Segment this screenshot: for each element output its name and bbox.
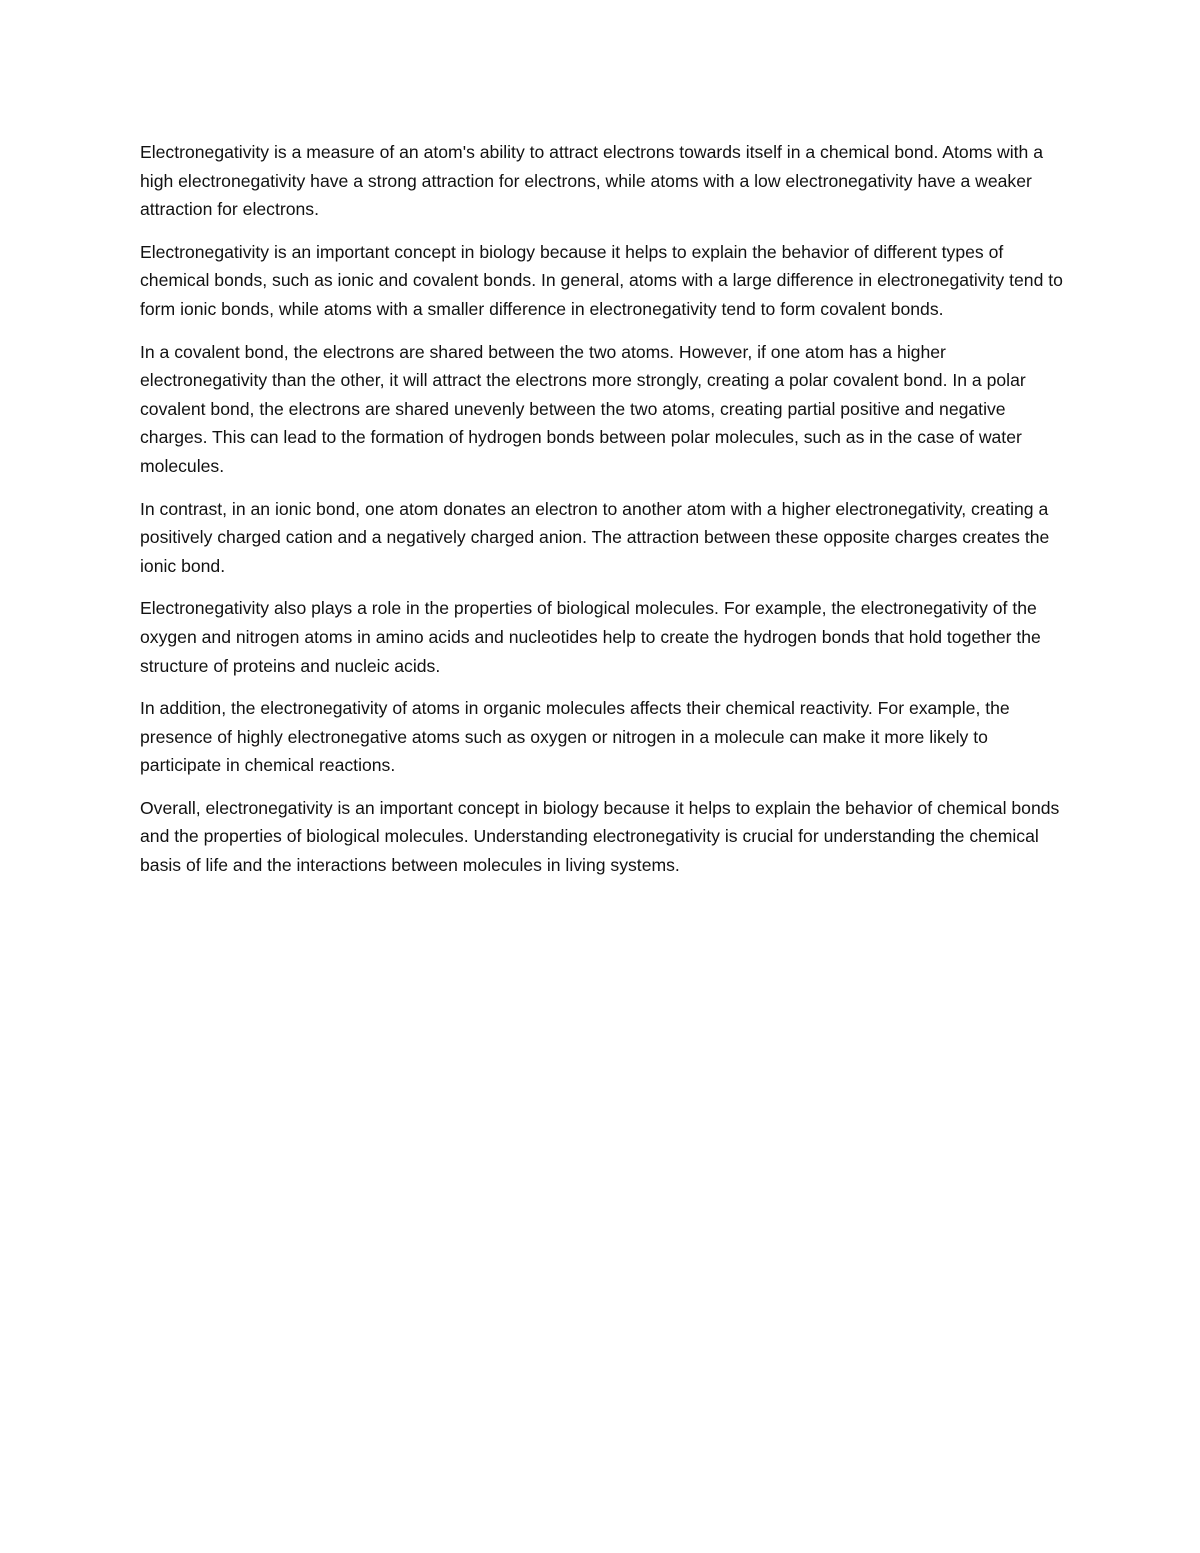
document-body bbox=[140, 138, 1065, 894]
paragraph-5: Electronegativity also plays a role in the properties of biological molecules. For example, the electronegativity of the oxygen and nitrogen atoms in amino acids and nucleotides help to create the hydrogen bonds that hold together the structure of proteins and nucleic acids. bbox=[140, 598, 1041, 676]
paragraph-7: Overall, electronegativity is an important concept in biology because it helps to explain the behavior of chemical bonds and the properties of biological molecules. Understanding electronegativity is crucial for understanding the chemical basis of life and the interactions between molecules in living systems. bbox=[140, 797, 1060, 876]
paragraph-6: In addition, the electronegativity of atoms in organic molecules affects their chemical reactivity. For example, the presence of highly electronegative atoms such as oxygen or nitrogen in a molecule can make it more likely to participate in chemical reactions. bbox=[140, 698, 1010, 776]
paragraph-4: In contrast, in an ionic bond, one atom donates an electron to another atom with a higher electronegativity, creating a positively charged cation and a negatively charged anion. The attraction between these opposite charges creates the ionic bond. bbox=[140, 498, 1050, 576]
paragraph-1: Electronegativity is a measure of an atom's ability to attract electrons towards itself in a chemical bond. Atoms with a high electronegativity have a strong attraction for electrons, while atoms with a low electronegativity have a weaker attraction for electrons. bbox=[140, 142, 1044, 220]
paragraph-2: Electronegativity is an important concept in biology because it helps to explain the behavior of different types of chemical bonds, such as ionic and covalent bonds. In general, atoms with a large difference in electronegativity tend to form ionic bonds, while atoms with a smaller difference in electronegativity tend to form covalent bonds. bbox=[140, 241, 1063, 319]
paragraph-3: In a covalent bond, the electrons are shared between the two atoms. However, if one atom has a higher electronegativity than the other, it will attract the electrons more strongly, creating a polar covalent bond. In a polar covalent bond, the electrons are shared unevenly between the two atoms, creating partial positive and negative charges. This can lead to the formation of hydrogen bonds between polar molecules, such as in the case of water molecules. bbox=[140, 341, 1026, 476]
